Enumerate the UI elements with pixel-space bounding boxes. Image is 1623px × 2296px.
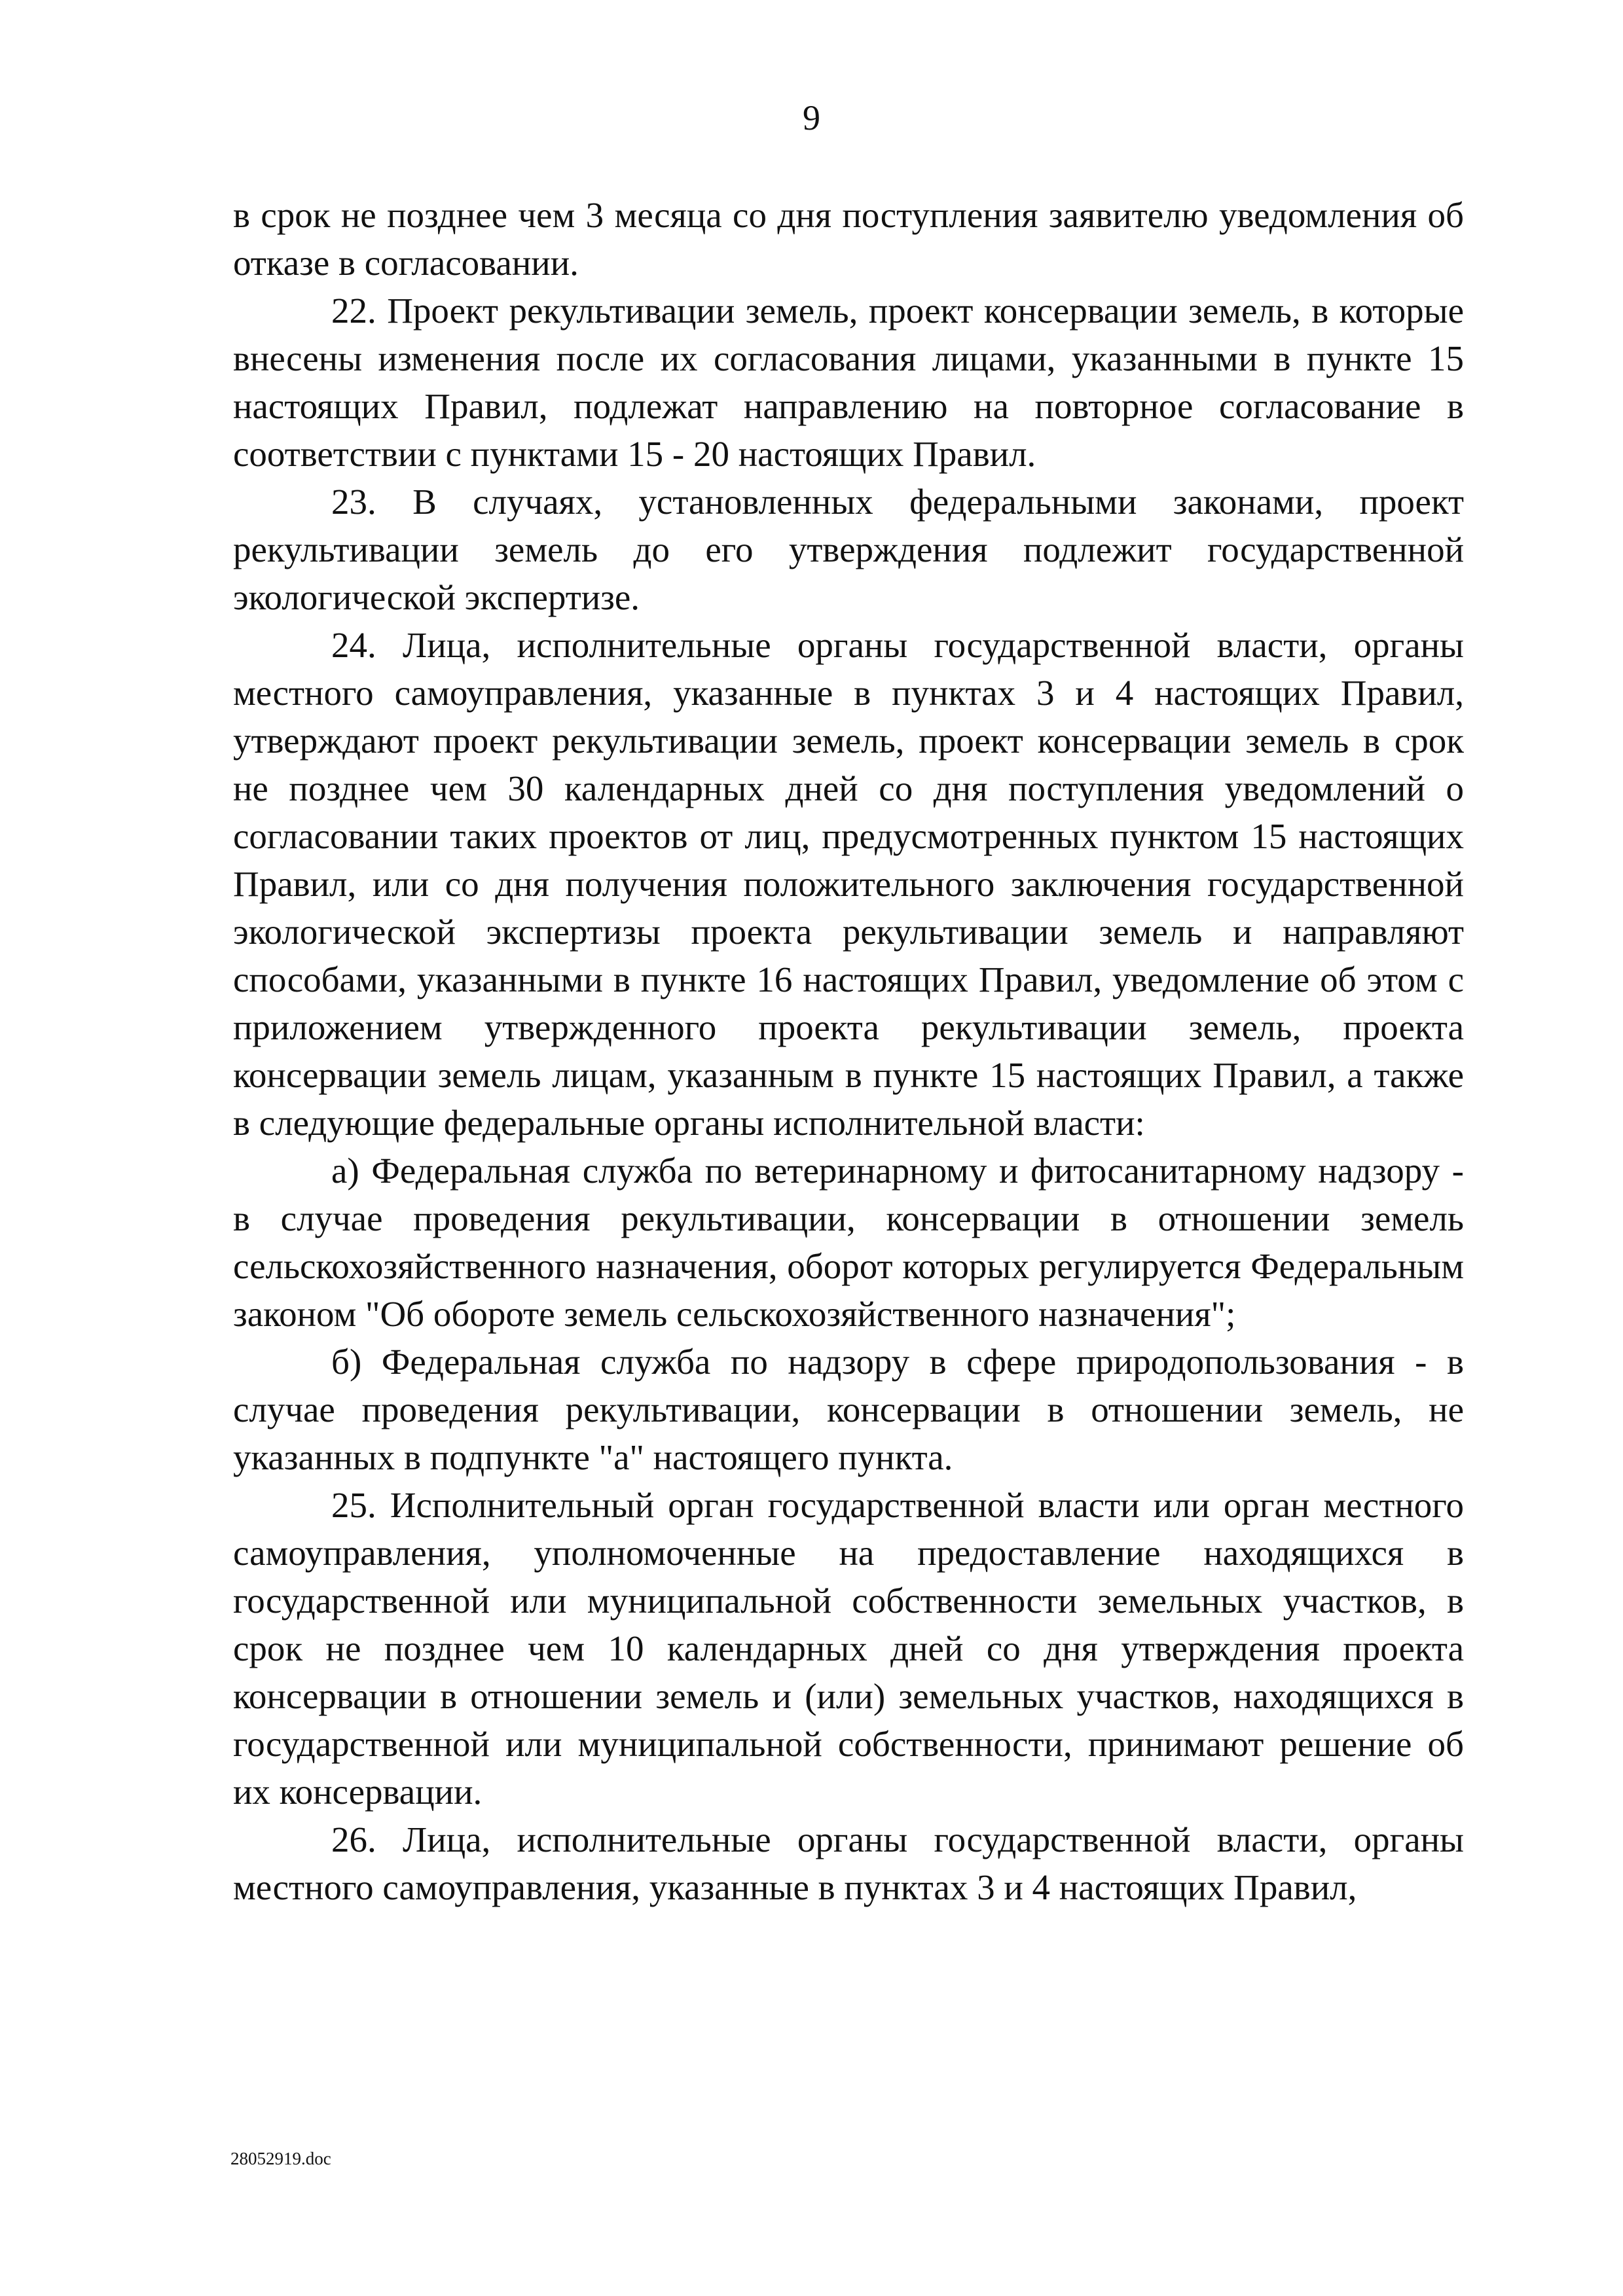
paragraph-22: 22. Проект рекультивации земель, проект консервации земель, в которые внесены изменения после их согласования лицами, указанными в пункте 15 настоящих Правил, подлежат направлению на повторное согласование в соответствии с пунктами 15 - 20 настоящих Правил. (233, 291, 1464, 474)
page-number: 9 (803, 98, 820, 137)
footer-filename: 28052919.doc (230, 2149, 331, 2168)
paragraph-24-a: а) Федеральная служба по ветеринарному и фитосанитарному надзору - в случае проведения рекультивации, консервации в отношении земель сельскохозяйственного назначения, оборот которых регулируется Федеральным законом "Об обороте земель сельскохозяйственного назначения"; (233, 1151, 1464, 1334)
paragraph-24-b: б) Федеральная служба по надзору в сфере природопользования - в случае проведения рекультивации, консервации в отношении земель, не указанных в подпункте "а" настоящего пункта. (233, 1342, 1464, 1477)
paragraph-24: 24. Лица, исполнительные органы государственной власти, органы местного самоуправления, указанные в пунктах 3 и 4 настоящих Правил, утверждают проект рекультивации земель, проект консервации земель в срок не позднее чем 30 календарных дней со дня поступления уведомлений о согласовании таких проектов от лиц, предусмотренных пунктом 15 настоящих Правил, или со дня получения положительного заключения государственной экологической экспертизы проекта рекультивации земель и направляют способами, указанными в пункте 16 настоящих Правил, уведомление об этом с приложением утвержденного проекта рекультивации земель, проекта консервации земель лицам, указанным в пункте 15 настоящих Правил, а также в следующие федеральные органы исполнительной власти: (233, 625, 1464, 1143)
document-body (233, 191, 1464, 1911)
paragraph-25: 25. Исполнительный орган государственной власти или орган местного самоуправления, уполномоченные на предоставление находящихся в государственной или муниципальной собственности земельных участков, в срок не позднее чем 10 календарных дней со дня утверждения проекта консервации в отношении земель и (или) земельных участков, находящихся в государственной или муниципальной собственности, принимают решение об их консервации. (233, 1485, 1464, 1812)
paragraph-continuation: в срок не позднее чем 3 месяца со дня поступления заявителю уведомления об отказе в согласовании. (233, 195, 1464, 283)
paragraph-23: 23. В случаях, установленных федеральными законами, проект рекультивации земель до его утверждения подлежит государственной экологической экспертизе. (233, 482, 1464, 617)
paragraph-26: 26. Лица, исполнительные органы государственной власти, органы местного самоуправления, указанные в пунктах 3 и 4 настоящих Правил, (233, 1820, 1464, 1907)
